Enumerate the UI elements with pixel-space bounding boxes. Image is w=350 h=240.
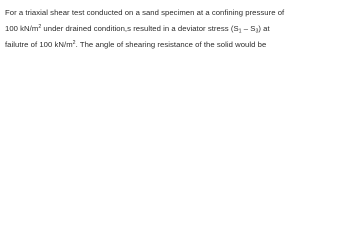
subscript-3: 3 <box>255 28 259 35</box>
question-text-line-2c: – S <box>241 24 256 33</box>
question-line-2 <box>5 21 346 37</box>
question-line-3 <box>5 37 346 53</box>
question-text-line-2a: 100 kN/m <box>5 24 39 33</box>
subscript-1: 1 <box>238 28 242 35</box>
question-block <box>0 0 350 66</box>
superscript-2-b: 2 <box>72 40 76 46</box>
question-text-line-2d: ) at <box>258 24 270 33</box>
question-text-line-3b: . The angle of shearing resistance of the solid would be <box>75 40 267 49</box>
question-text-line-2b: under drained condition,s resulted in a deviator stress (S <box>41 24 239 33</box>
question-text-line-3a: failutre of 100 kN/m <box>5 40 73 49</box>
question-line-1 <box>5 5 346 21</box>
question-text-line-1: For a triaxial shear test conducted on a sand specimen at a confining pressure of <box>5 8 285 17</box>
superscript-2: 2 <box>38 24 42 30</box>
